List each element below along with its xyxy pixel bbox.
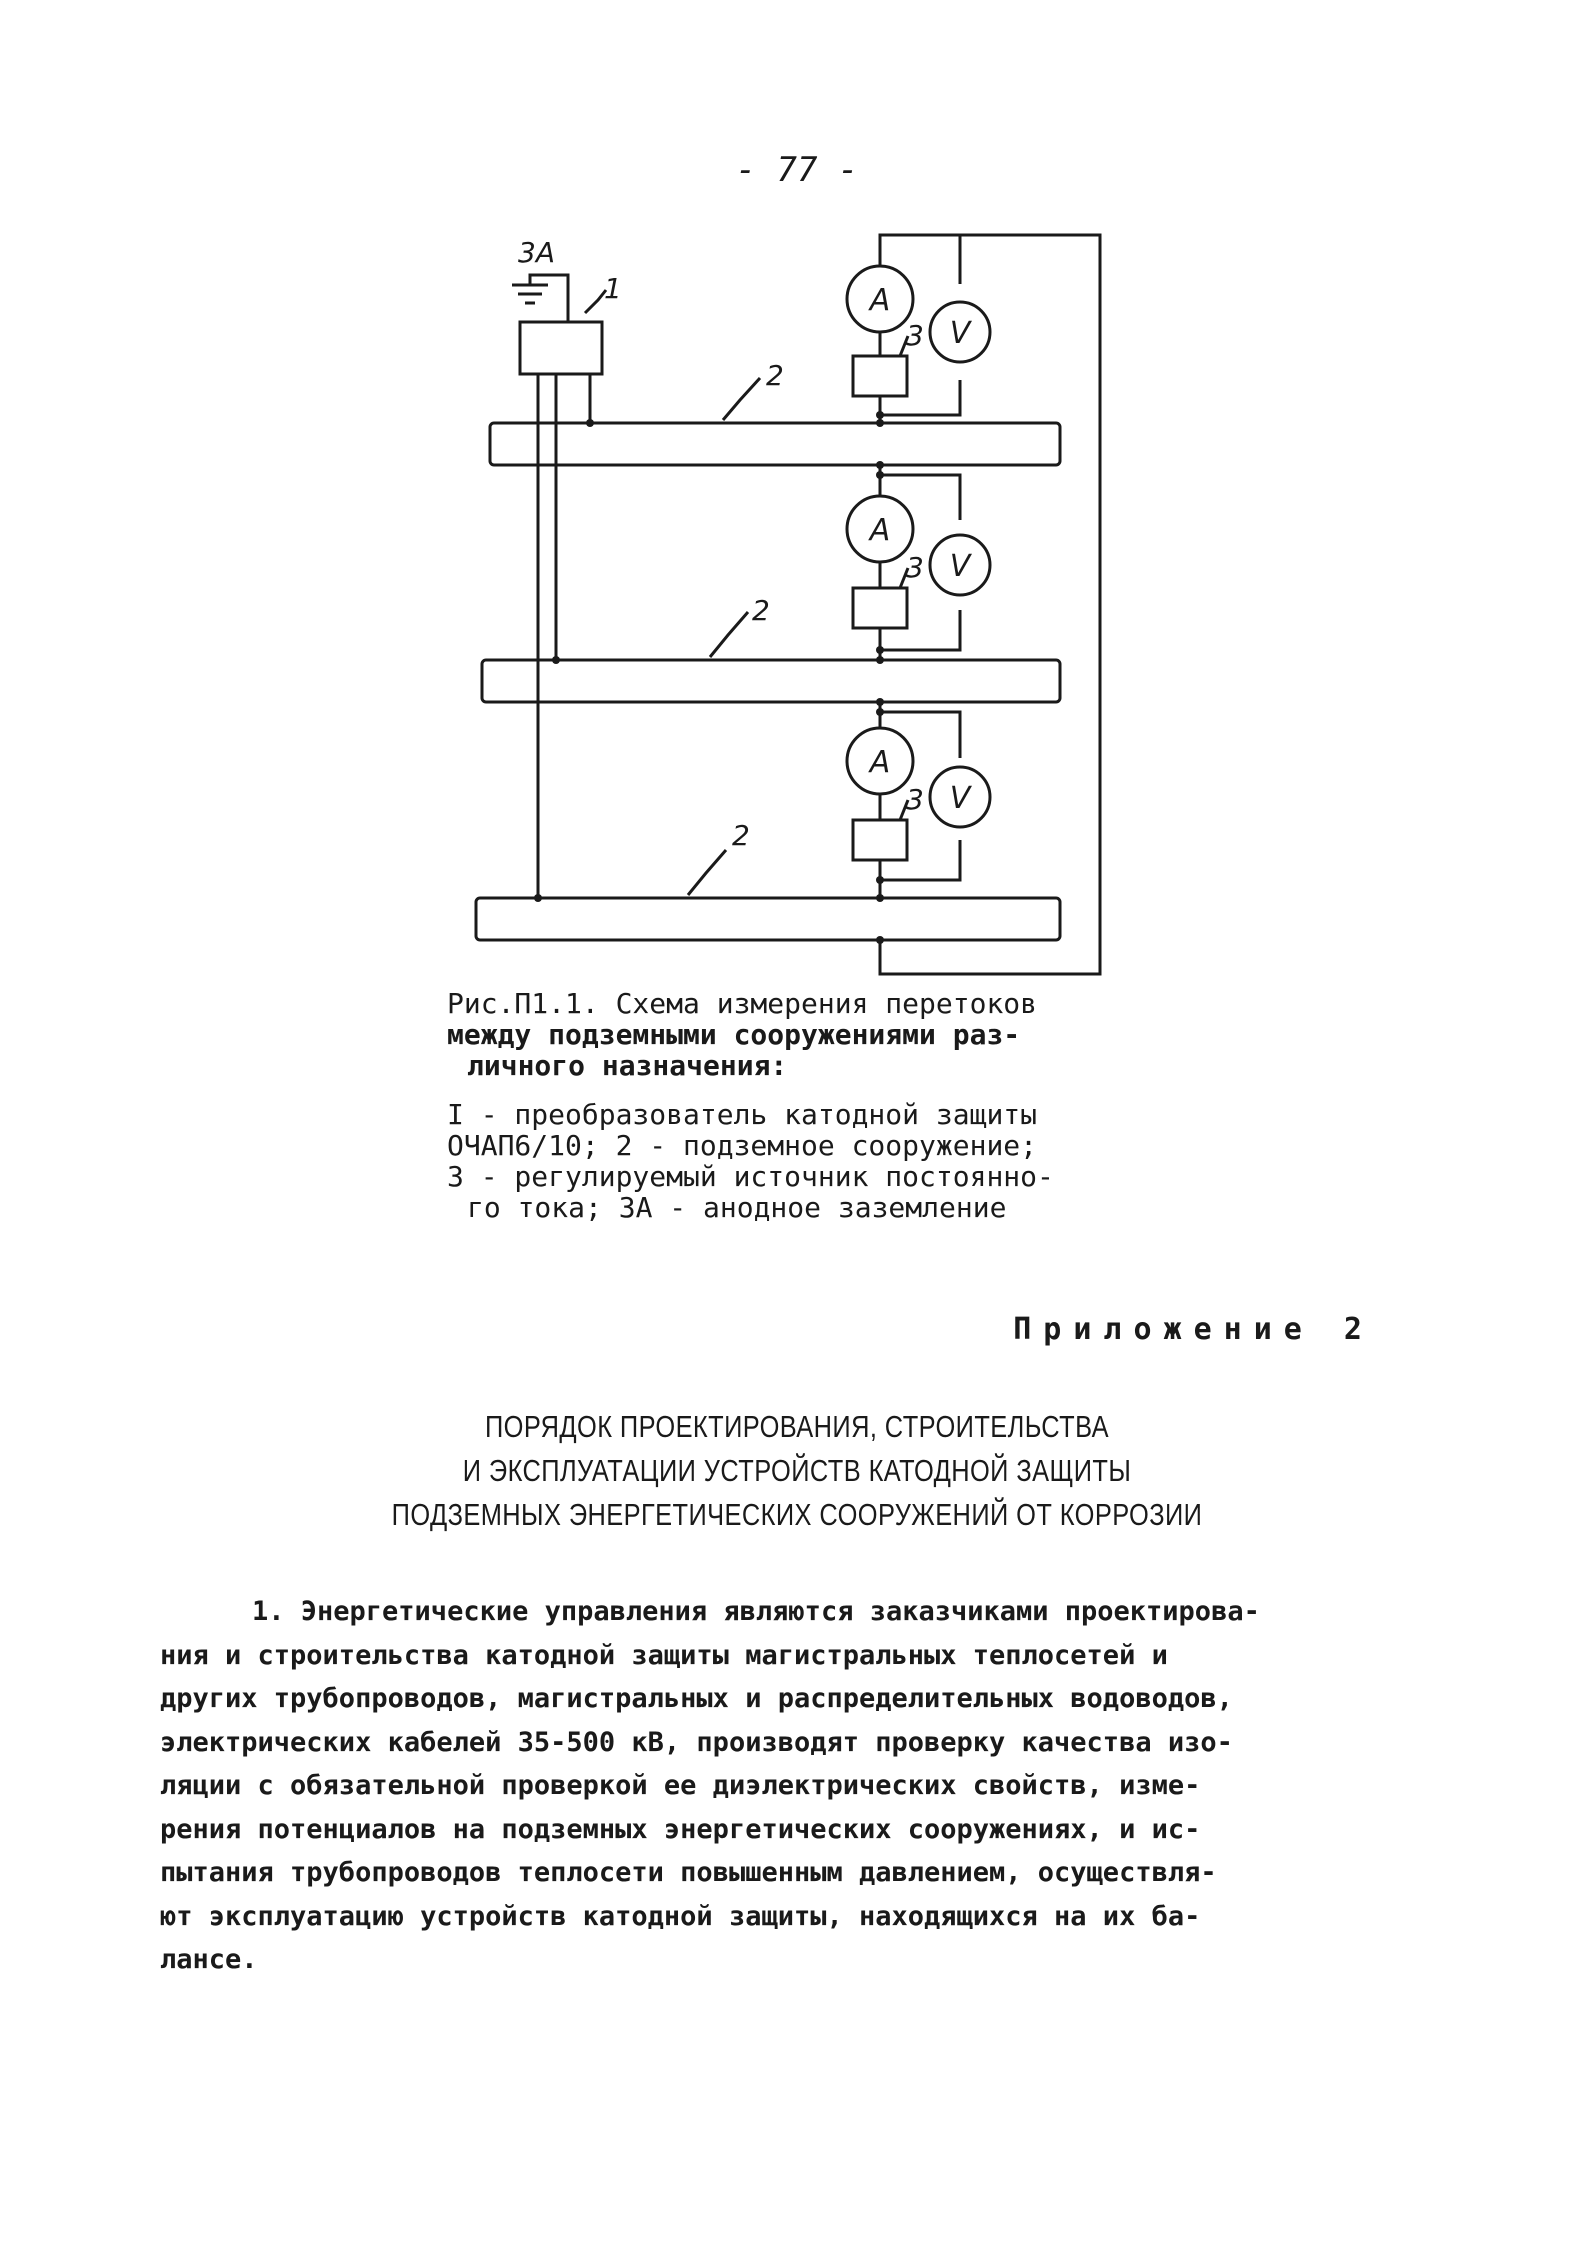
ammeter-label-3: A — [869, 745, 891, 780]
paragraph-line: ляции с обязательной проверкой ее диэлектрических свойств, изме- — [160, 1770, 1201, 1801]
paragraph-line: других трубопроводов, магистральных и распределительных водоводов, — [160, 1683, 1233, 1714]
caption-legend — [447, 1099, 1147, 1223]
label-source-1: 3 — [906, 319, 924, 352]
paragraph-line: ния и строительства катодной защиты магистральных теплосетей и — [160, 1639, 1168, 1671]
paragraph-line: электрических кабелей 35-500 кВ, производят проверку качества изо- — [160, 1726, 1233, 1758]
legend-line: 3 - регулируемый источник постоянно- — [447, 1160, 1054, 1193]
paragraph-line: 1. Энергетические управления являются заказчиками проектирова- — [252, 1596, 1260, 1627]
label-structure-1: 2 — [766, 359, 784, 392]
label-structure-3: 2 — [732, 819, 750, 852]
structure-bar-1 — [490, 423, 1060, 465]
paragraph-line: пытания трубопроводов теплосети повышенным давлением, осуществля- — [160, 1857, 1217, 1888]
cathodic-converter-box — [520, 322, 602, 374]
label-source-3: 3 — [906, 783, 924, 816]
appendix-label: Приложение 2 — [1013, 1312, 1374, 1347]
caption-title-line: личного назначения: — [467, 1049, 788, 1082]
structure-bar-3 — [476, 898, 1060, 940]
body-paragraph — [160, 1590, 1430, 1982]
legend-line: ОЧАП6/10; 2 - подземное сооружение; — [447, 1129, 1038, 1162]
caption-title — [447, 988, 1147, 1081]
structure-bar-2 — [482, 660, 1060, 702]
caption-title-line: между подземными сооружениями раз- — [447, 1018, 1021, 1051]
page-number: - 77 - — [735, 150, 859, 190]
paragraph-line: рения потенциалов на подземных энергетических сооружениях, и ис- — [160, 1813, 1201, 1845]
legend-line: I - преобразователь катодной защиты — [447, 1098, 1038, 1131]
voltmeter-label-1: V — [949, 316, 971, 351]
label-anode-ground: 3A — [518, 236, 555, 269]
paragraph-line: ют эксплуатацию устройств катодной защиты, находящихся на их ба- — [160, 1900, 1201, 1932]
caption-title-line: Рис.П1.1. Схема измерения перетоков — [447, 987, 1038, 1020]
label-structure-2: 2 — [752, 594, 770, 627]
paragraph-line: лансе. — [160, 1944, 258, 1975]
figure-caption — [447, 988, 1147, 1223]
legend-line: го тока; 3А - анодное заземление — [467, 1191, 1007, 1224]
ammeter-label-2: A — [869, 513, 891, 548]
voltmeter-label-3: V — [949, 781, 971, 816]
label-converter: 1 — [604, 272, 622, 305]
label-source-2: 3 — [906, 551, 924, 584]
section-title — [143, 1405, 1450, 1537]
measurement-circuit-diagram — [0, 0, 1594, 1000]
ammeter-label-1: A — [869, 283, 891, 318]
section-title-line: ПОРЯДОК ПРОЕКТИРОВАНИЯ, СТРОИТЕЛЬСТВА — [484, 1409, 1110, 1444]
voltmeter-label-2: V — [949, 549, 971, 584]
section-title-line: И ЭКСПЛУАТАЦИИ УСТРОЙСТВ КАТОДНОЙ ЗАЩИТЫ — [462, 1453, 1132, 1488]
anode-ground-lead — [530, 275, 568, 322]
section-title-line: ПОДЗЕМНЫХ ЭНЕРГЕТИЧЕСКИХ СООРУЖЕНИЙ ОТ КОРРОЗИИ — [391, 1497, 1203, 1532]
anode-ground-symbol — [512, 285, 548, 303]
